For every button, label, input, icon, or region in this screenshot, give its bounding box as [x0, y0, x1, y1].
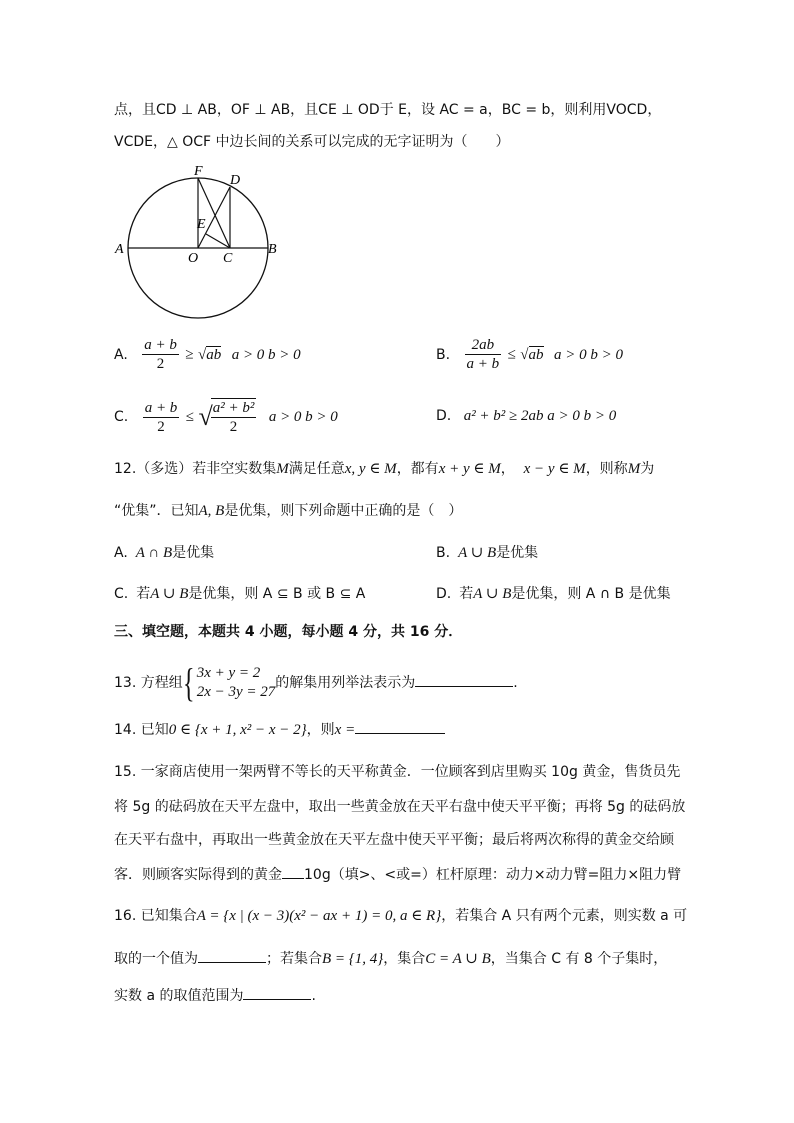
- q12-option-c[interactable]: [114, 584, 365, 604]
- option-label: C.: [114, 586, 129, 602]
- fraction: [465, 336, 502, 373]
- frac-num: a + b: [144, 337, 177, 353]
- option-label: C.: [114, 409, 129, 425]
- option-label: B.: [436, 545, 451, 561]
- sqrt-ab: √ab: [520, 346, 544, 363]
- option-text: 是优集，则 A ∩ B 是优集: [511, 586, 671, 602]
- frac-num: a² + b²: [212, 400, 255, 416]
- option-pre: 若: [459, 586, 474, 602]
- q15-line2: 将 5g 的砝码放在天平左盘中，取出一些黄金放在天平右盘中使天平平衡；再将 5g 的砝码放: [114, 799, 686, 815]
- segment-fc: [198, 178, 230, 248]
- option-text: a² + b² ≥ 2ab a > 0 b > 0: [463, 408, 617, 424]
- label-c: C: [223, 251, 233, 266]
- option-text: 是优集，则 A ⊆ B 或 B ⊆ A: [188, 586, 366, 602]
- q15-line1: 15. 一家商店使用一架两臂不等长的天平称黄金．一位顾客到店里购买 10g 黄金，售货员先: [114, 764, 681, 780]
- option-label: D.: [436, 408, 452, 424]
- option-math: A ∪ B: [150, 586, 189, 602]
- q11-option-c[interactable]: [114, 398, 338, 436]
- q12-line1: 12.（多选）若非空实数集M满足任意x, y ∈ M，都有x + y ∈ M， x − y ∈ M，则称M为: [114, 461, 655, 477]
- equation-1: 3x + y = 2: [196, 665, 261, 681]
- label-b: B: [268, 242, 277, 257]
- relation: ≥: [185, 346, 194, 363]
- answer-blank-13[interactable]: [415, 672, 513, 687]
- q16-line2: 取的一个值为 ；若集合B = {1, 4}，集合C = A ∪ B，当集合 C 有 8 个子集时，: [114, 948, 667, 969]
- frac-den: 2: [229, 419, 238, 435]
- frac-den: a + b: [466, 356, 500, 372]
- q11-line2: VCDE，△ OCF 中边长间的关系可以完成的无字证明为（ ）: [114, 134, 510, 150]
- option-pre: 若: [136, 586, 151, 602]
- relation: ≤: [185, 409, 194, 425]
- option-label: A.: [114, 346, 128, 363]
- sqrt-body: ab: [206, 346, 222, 363]
- condition: a > 0 b > 0: [231, 346, 301, 363]
- q12-line2: “优集”．已知A, B是优集，则下列命题中正确的是（ ）: [114, 503, 463, 519]
- q14-math: 0 ∈ {x + 1, x² − x − 2}: [168, 722, 307, 738]
- answer-blank-15[interactable]: [282, 864, 304, 879]
- sqrt-inner-fraction: [211, 398, 257, 436]
- option-text: 是优集: [496, 545, 539, 561]
- frac-num: a + b: [144, 399, 178, 416]
- section-heading: 三、填空题，本题共 4 小题，每小题 4 分，共 16 分．: [114, 624, 463, 640]
- condition: a > 0 b > 0: [268, 409, 338, 425]
- condition: a > 0 b > 0: [553, 346, 623, 363]
- q15-line3: 在天平右盘中，再取出一些黄金放在天平左盘中使天平平衡；最后将两次称得的黄金交给顾: [114, 832, 674, 848]
- option-text: 是优集: [172, 545, 215, 561]
- q11-option-b[interactable]: [436, 336, 623, 373]
- q16-line1: 16. 已知集合A = {x | (x − 3)(x² − ax + 1) = 0, a ∈ R}，若集合 A 只有两个元素，则实数 a 可: [114, 908, 688, 924]
- q12-option-d[interactable]: [436, 584, 671, 604]
- answer-blank-16a[interactable]: [198, 948, 266, 963]
- fraction: [143, 399, 180, 436]
- q12-option-a[interactable]: [114, 543, 214, 563]
- equation-system: { 3x + y = 2 2x − 3y = 27: [182, 660, 276, 705]
- option-math: A ∪ B: [458, 545, 497, 561]
- q11-option-d[interactable]: [436, 406, 616, 426]
- q16-line3: 实数 a 的取值范围为 .: [114, 985, 316, 1006]
- frac-den: 2: [156, 356, 165, 372]
- label-f: F: [194, 164, 203, 179]
- label-o: O: [188, 251, 199, 266]
- option-label: A.: [114, 545, 128, 561]
- equation-2: 2x − 3y = 27: [196, 684, 276, 700]
- sqrt-ab: √ab: [198, 346, 222, 363]
- frac-den: 2: [157, 418, 165, 435]
- set-a-definition: A = {x | (x − 3)(x² − ax + 1) = 0, a ∈ R}: [196, 908, 442, 924]
- label-e: E: [197, 217, 206, 232]
- q12-option-b[interactable]: [436, 543, 538, 563]
- option-math: A ∩ B: [135, 545, 173, 561]
- frac-num: 2ab: [465, 336, 502, 355]
- q13: 13. 方程组 { 3x + y = 2 2x − 3y = 27 的解集用列举法表示为 .: [114, 660, 518, 705]
- q14: 14. 已知0 ∈ {x + 1, x² − x − 2}，则x =: [114, 719, 445, 740]
- q15-line4: 客．则顾客实际得到的黄金 10g（填>、<或=）杠杆原理：动力×动力臂=阻力×阻力臂: [114, 864, 681, 885]
- answer-blank-16b[interactable]: [243, 985, 311, 1000]
- option-label: B.: [436, 346, 451, 363]
- q11-line1: 点，且CD ⊥ AB，OF ⊥ AB，且CE ⊥ OD于 E，设 AC = a，BC = b，则利用VOCD，: [114, 102, 662, 118]
- relation: ≤: [507, 346, 516, 363]
- label-d: D: [230, 173, 241, 188]
- sqrt-body: ab: [528, 346, 544, 363]
- option-math: A ∪ B: [473, 586, 512, 602]
- label-a: A: [115, 242, 124, 257]
- answer-blank-14[interactable]: [355, 719, 445, 734]
- q11-option-a[interactable]: [114, 336, 301, 373]
- circle-figure: [110, 160, 290, 320]
- fraction: [142, 336, 179, 373]
- sqrt-fraction: √ $\frac{\text{a² + b²}}{2}$: [198, 400, 255, 435]
- option-label: D.: [436, 586, 452, 602]
